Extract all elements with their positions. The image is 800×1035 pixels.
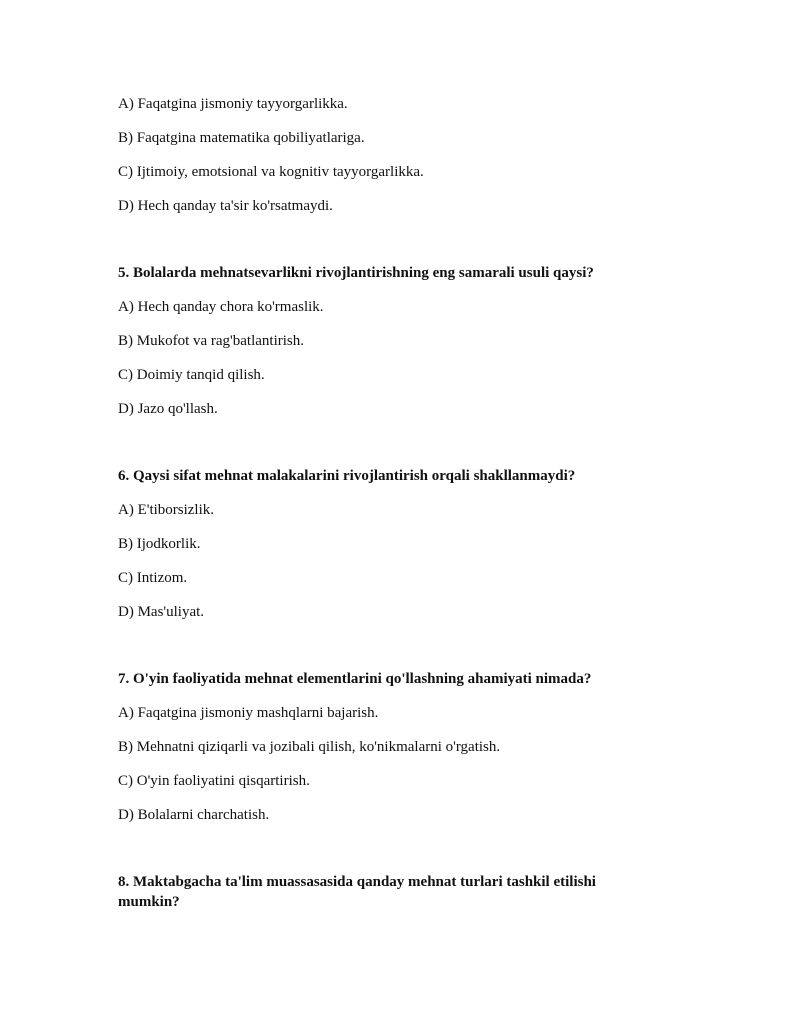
question-7-text: 7. O'yin faoliyatida mehnat elementlarini qo'llashning ahamiyati nimada? [118,671,592,687]
q6-option-b: B) Ijodkorlik. [118,536,201,552]
question-5-text: 5. Bolalarda mehnatsevarlikni rivojlantirishning eng samarali usuli qaysi? [118,265,594,281]
q7-option-d: D) Bolalarni charchatish. [118,807,270,823]
q7-option-c: C) O'yin faoliyatini qisqartirish. [118,773,310,789]
q5-option-d: D) Jazo qo'llash. [118,401,218,417]
q7-option-a: A) Faqatgina jismoniy mashqlarni bajarish. [118,705,379,721]
question-8-text: 8. Maktabgacha ta'lim muassasasida qanday mehnat turlari tashkil etilishi mumkin? [118,874,596,910]
option-d: D) Hech qanday ta'sir ko'rsatmaydi. [118,198,333,214]
option-b: B) Faqatgina matematika qobiliyatlariga. [118,130,365,146]
q6-option-c: C) Intizom. [118,570,188,586]
q6-option-a: A) E'tiborsizlik. [118,502,215,518]
q5-option-a: A) Hech qanday chora ko'rmaslik. [118,299,324,315]
q6-option-d: D) Mas'uliyat. [118,604,205,620]
option-c: C) Ijtimoiy, emotsional va kognitiv tayyorgarlikka. [118,164,424,180]
q5-option-b: B) Mukofot va rag'batlantirish. [118,333,304,349]
question-6-text: 6. Qaysi sifat mehnat malakalarini rivojlantirish orqali shakllanmaydi? [118,468,576,484]
option-a: A) Faqatgina jismoniy tayyorgarlikka. [118,96,348,112]
q7-option-b: B) Mehnatni qiziqarli va jozibali qilish, ko'nikmalarni o'rgatish. [118,739,501,755]
q5-option-c: C) Doimiy tanqid qilish. [118,367,265,383]
